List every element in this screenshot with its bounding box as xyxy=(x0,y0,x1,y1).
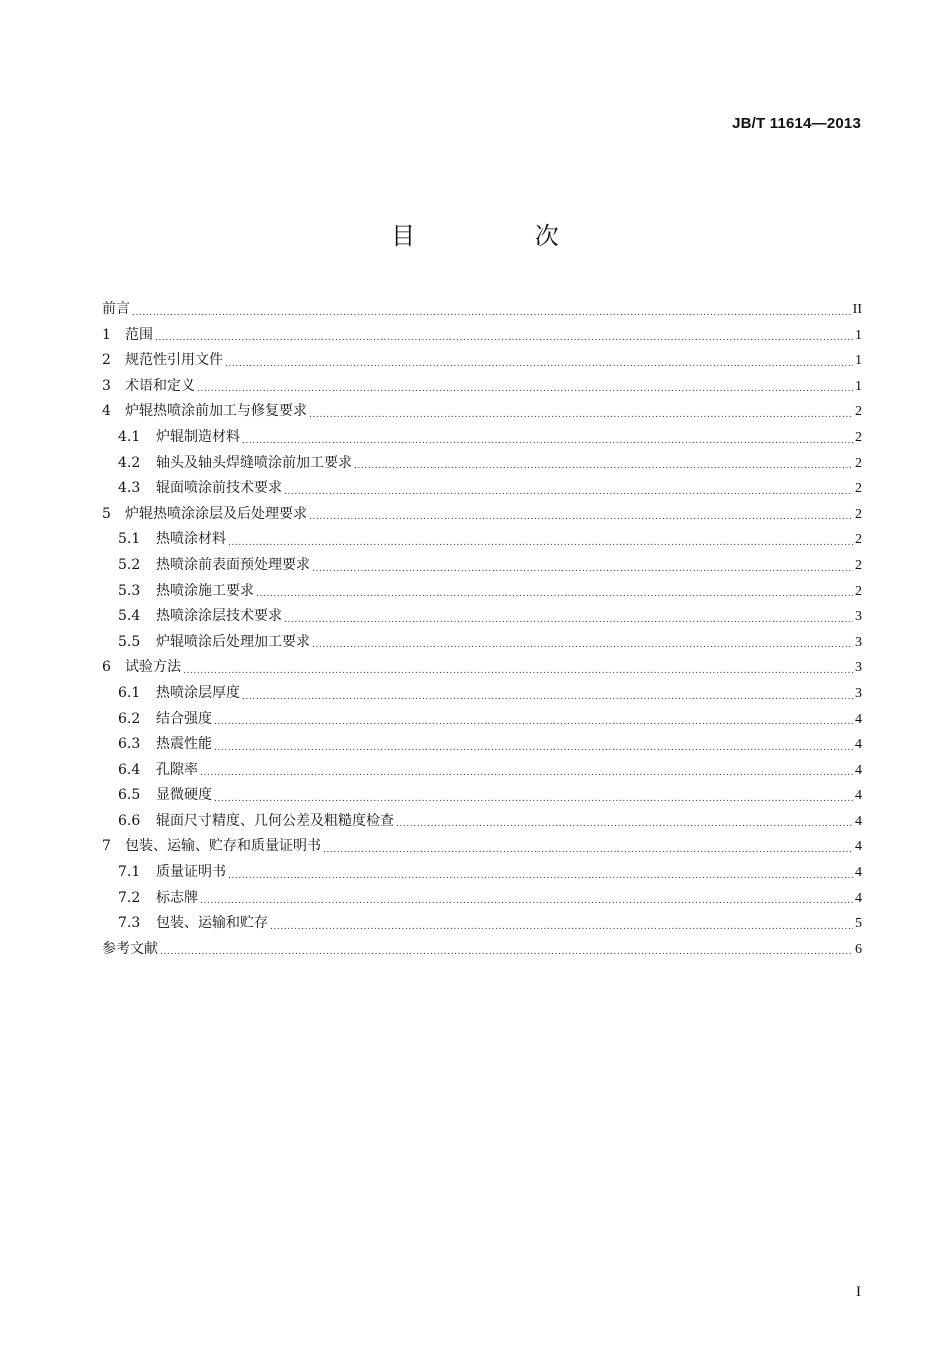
table-of-contents xyxy=(102,297,862,962)
toc-entry[interactable] xyxy=(102,911,862,937)
toc-dot-leader xyxy=(214,790,853,809)
toc-dot-leader xyxy=(228,867,853,886)
toc-entry-page: 4 xyxy=(855,839,862,855)
toc-entry[interactable] xyxy=(102,527,862,553)
toc-entry-number: 6.1 xyxy=(118,684,141,701)
toc-entry[interactable] xyxy=(102,579,862,605)
toc-dot-leader xyxy=(396,815,853,834)
page-title: 目 次 xyxy=(391,222,615,250)
toc-entry[interactable] xyxy=(102,886,862,912)
toc-entry-page: 4 xyxy=(855,762,862,778)
toc-entry-label: 辊面尺寸精度、几何公差及粗糙度检查 xyxy=(156,812,394,829)
toc-entry-page: 2 xyxy=(855,583,862,599)
toc-entry[interactable] xyxy=(102,758,862,784)
toc-entry-number: 4.3 xyxy=(118,480,141,497)
toc-dot-leader xyxy=(183,662,853,681)
toc-dot-leader xyxy=(270,918,853,937)
toc-entry[interactable] xyxy=(102,348,862,374)
toc-entry[interactable] xyxy=(102,451,862,477)
toc-entry-page: 2 xyxy=(855,455,862,471)
toc-entry-page: II xyxy=(852,302,862,317)
toc-entry-page: 2 xyxy=(855,557,862,573)
toc-entry-number: 2 xyxy=(102,352,111,369)
toc-entry-number: 4.1 xyxy=(118,428,141,445)
toc-entry-number: 6 xyxy=(102,659,111,676)
toc-entry-page: 1 xyxy=(855,353,862,369)
toc-entry-page: 1 xyxy=(855,378,862,394)
toc-entry-page: 3 xyxy=(855,634,862,650)
standard-code: JB/T 11614—2013 xyxy=(732,115,861,132)
toc-entry-label: 炉辊热喷涂前加工与修复要求 xyxy=(125,403,307,420)
toc-entry[interactable] xyxy=(102,425,862,451)
toc-dot-leader xyxy=(312,636,853,655)
toc-entry-page: 4 xyxy=(855,865,862,881)
toc-entry-label: 热喷涂前表面预处理要求 xyxy=(156,556,310,573)
toc-dot-leader xyxy=(228,534,853,553)
toc-entry-label: 炉辊喷涂后处理加工要求 xyxy=(156,633,310,650)
toc-entry-number: 7.3 xyxy=(118,915,141,932)
toc-dot-leader xyxy=(284,483,853,502)
toc-entry[interactable] xyxy=(102,374,862,400)
toc-dot-leader xyxy=(312,560,853,579)
toc-entry-number: 7.2 xyxy=(118,889,141,906)
toc-entry-number: 5.4 xyxy=(118,608,141,625)
toc-entry[interactable] xyxy=(102,476,862,502)
toc-entry-label: 轴头及轴头焊缝喷涂前加工要求 xyxy=(156,454,352,471)
toc-entry[interactable] xyxy=(102,681,862,707)
toc-dot-leader xyxy=(225,355,853,374)
toc-entry-number: 6.5 xyxy=(118,787,141,804)
toc-entry[interactable] xyxy=(102,707,862,733)
toc-dot-leader xyxy=(214,713,853,732)
toc-entry-page: 3 xyxy=(855,685,862,701)
toc-entry-label: 热震性能 xyxy=(156,736,212,753)
toc-entry-page: 1 xyxy=(855,327,862,343)
toc-entry[interactable] xyxy=(102,502,862,528)
toc-entry-number: 6.6 xyxy=(118,812,141,829)
toc-entry-label: 炉辊热喷涂涂层及后处理要求 xyxy=(125,505,307,522)
toc-entry-label: 前言 xyxy=(102,301,130,317)
toc-entry[interactable] xyxy=(102,399,862,425)
toc-entry-number: 5.2 xyxy=(118,556,141,573)
toc-entry-label: 结合强度 xyxy=(156,710,212,727)
toc-entry-label: 辊面喷涂前技术要求 xyxy=(156,480,282,497)
toc-entry-page: 4 xyxy=(855,737,862,753)
toc-dot-leader xyxy=(284,611,853,630)
toc-entry[interactable] xyxy=(102,604,862,630)
toc-dot-leader xyxy=(160,943,853,962)
toc-entry[interactable] xyxy=(102,323,862,349)
toc-entry-page: 2 xyxy=(855,404,862,420)
toc-entry[interactable] xyxy=(102,630,862,656)
toc-entry-page: 3 xyxy=(855,660,862,676)
toc-entry-number: 6.4 xyxy=(118,761,141,778)
toc-entry[interactable] xyxy=(102,937,862,963)
toc-entry-label: 范围 xyxy=(125,326,153,343)
toc-entry-number: 6.2 xyxy=(118,710,141,727)
toc-entry-number: 5.1 xyxy=(118,531,141,548)
toc-entry[interactable] xyxy=(102,860,862,886)
toc-entry-number: 3 xyxy=(102,377,111,394)
toc-dot-leader xyxy=(242,688,853,707)
toc-entry-label: 规范性引用文件 xyxy=(125,352,223,369)
toc-entry-label: 包装、运输和贮存 xyxy=(156,915,268,932)
toc-entry-number: 6.3 xyxy=(118,736,141,753)
toc-entry-page: 4 xyxy=(855,890,862,906)
toc-dot-leader xyxy=(200,892,853,911)
toc-entry[interactable] xyxy=(102,834,862,860)
toc-entry-number: 4 xyxy=(102,403,111,420)
toc-entry-page: 6 xyxy=(855,941,862,957)
toc-entry-label: 质量证明书 xyxy=(156,864,226,881)
toc-dot-leader xyxy=(309,406,853,425)
toc-entry-page: 4 xyxy=(855,711,862,727)
toc-entry-label: 热喷涂层厚度 xyxy=(156,684,240,701)
toc-entry[interactable] xyxy=(102,655,862,681)
toc-dot-leader xyxy=(242,432,853,451)
toc-entry-number: 4.2 xyxy=(118,454,141,471)
toc-entry-label: 孔隙率 xyxy=(156,761,198,778)
toc-dot-leader xyxy=(309,508,853,527)
toc-entry-label: 标志牌 xyxy=(156,889,198,906)
toc-entry-page: 5 xyxy=(855,916,862,932)
toc-entry-label: 试验方法 xyxy=(125,659,181,676)
toc-dot-leader xyxy=(132,304,851,323)
toc-entry[interactable] xyxy=(102,732,862,758)
toc-entry-label: 参考文献 xyxy=(102,940,158,957)
toc-entry-number: 1 xyxy=(102,326,111,343)
toc-entry-page: 2 xyxy=(855,429,862,445)
toc-dot-leader xyxy=(354,457,853,476)
toc-entry[interactable] xyxy=(102,783,862,809)
toc-entry-label: 术语和定义 xyxy=(125,377,195,394)
toc-entry-label: 包装、运输、贮存和质量证明书 xyxy=(125,838,321,855)
toc-dot-leader xyxy=(197,380,853,399)
toc-entry-page: 4 xyxy=(855,813,862,829)
toc-entry-label: 热喷涂施工要求 xyxy=(156,582,254,599)
toc-entry-page: 2 xyxy=(855,481,862,497)
toc-entry-label: 热喷涂材料 xyxy=(156,531,226,548)
toc-entry-page: 4 xyxy=(855,788,862,804)
toc-entry-label: 显微硬度 xyxy=(156,787,212,804)
toc-entry-page: 2 xyxy=(855,506,862,522)
toc-entry[interactable] xyxy=(102,809,862,835)
toc-entry-label: 热喷涂涂层技术要求 xyxy=(156,608,282,625)
toc-dot-leader xyxy=(256,585,853,604)
toc-dot-leader xyxy=(155,329,853,348)
page-number: I xyxy=(856,1284,861,1300)
toc-entry-number: 5.3 xyxy=(118,582,141,599)
toc-entry[interactable] xyxy=(102,553,862,579)
toc-dot-leader xyxy=(323,841,853,860)
toc-entry-number: 7.1 xyxy=(118,864,141,881)
toc-entry-page: 2 xyxy=(855,532,862,548)
toc-entry-number: 5 xyxy=(102,505,111,522)
toc-dot-leader xyxy=(214,739,853,758)
toc-dot-leader xyxy=(200,764,853,783)
toc-entry-page: 3 xyxy=(855,609,862,625)
toc-entry-number: 5.5 xyxy=(118,633,141,650)
toc-entry[interactable] xyxy=(102,297,862,323)
toc-entry-label: 炉辊制造材料 xyxy=(156,428,240,445)
toc-entry-number: 7 xyxy=(102,838,111,855)
